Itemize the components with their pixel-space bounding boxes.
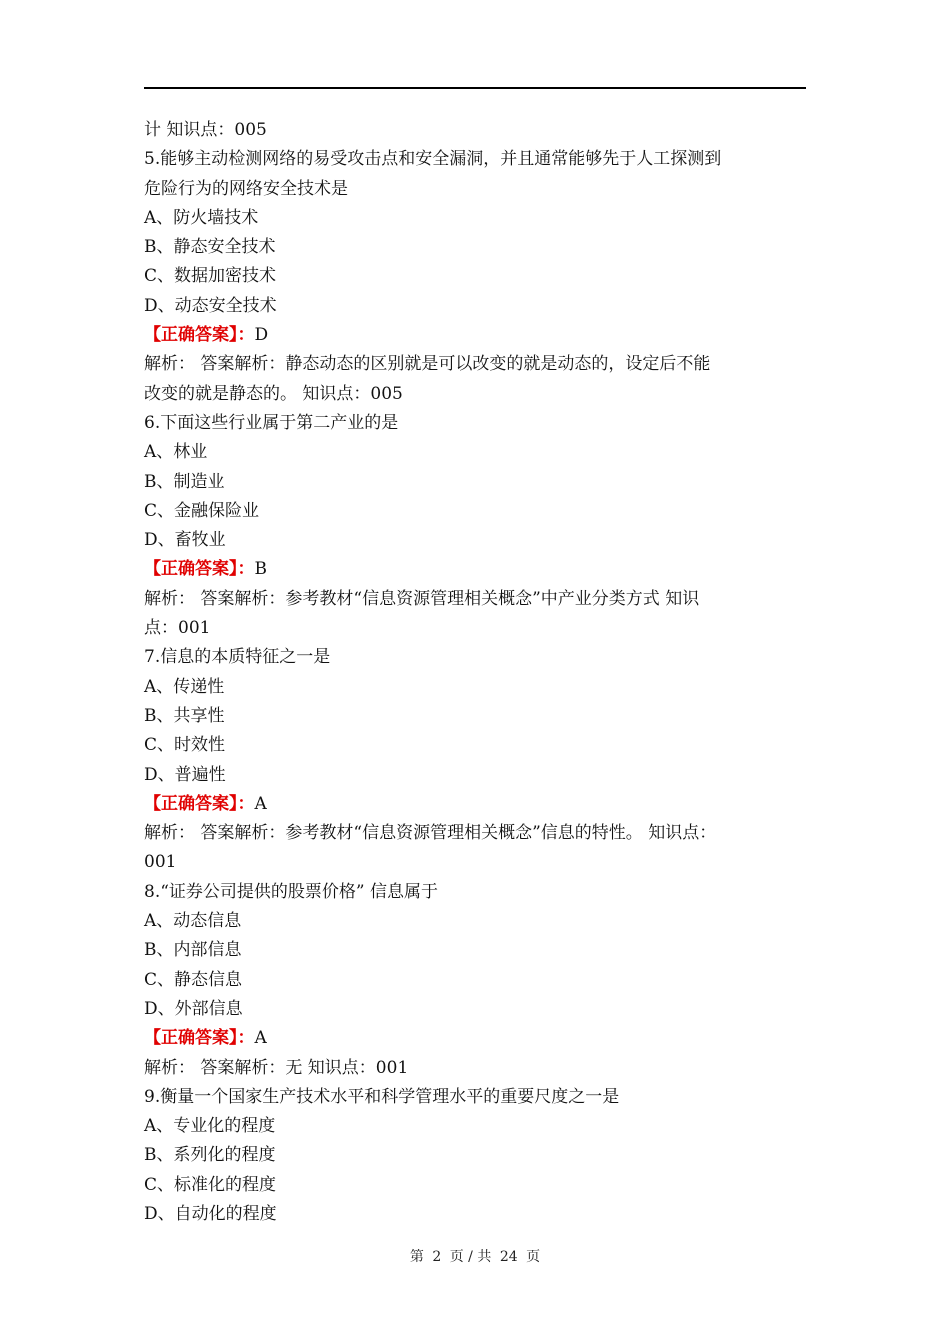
option-c: C、金融保险业 <box>144 500 260 521</box>
question-5: 5.能够主动检测网络的易受攻击点和安全漏洞，并且通常能够先于人工探测到 <box>144 149 722 170</box>
text-line: 点：001 <box>144 618 211 639</box>
option-d: D、外部信息 <box>144 998 243 1019</box>
option-d: D、畜牧业 <box>144 530 226 551</box>
page-footer <box>0 1246 950 1266</box>
option-b: B、内部信息 <box>144 940 242 961</box>
option-d: D、普遍性 <box>144 764 226 785</box>
option-d: D、自动化的程度 <box>144 1203 277 1224</box>
explanation: 解析： 答案解析：无 知识点：001 <box>144 1057 409 1078</box>
explanation: 解析： 答案解析：参考教材“信息资源管理相关概念”中产业分类方式 知识 <box>144 588 700 609</box>
option-c: C、标准化的程度 <box>144 1174 277 1195</box>
option-c: C、时效性 <box>144 735 226 756</box>
answer-label: 【正确答案】： <box>144 1028 255 1049</box>
answer-line-6 <box>144 555 816 584</box>
option-b: B、共享性 <box>144 705 225 726</box>
text-line: 001 <box>144 852 177 873</box>
answer-line-7 <box>144 790 816 819</box>
option-d: D、动态安全技术 <box>144 295 277 316</box>
header-rule <box>144 87 806 89</box>
option-b: B、制造业 <box>144 471 225 492</box>
question-6: 6.下面这些行业属于第二产业的是 <box>144 412 399 433</box>
answer-value: D <box>254 325 269 346</box>
explanation: 解析： 答案解析：参考教材“信息资源管理相关概念”信息的特性。 知识点： <box>144 823 717 844</box>
answer-value: A <box>254 793 267 814</box>
text-line: 改变的就是静态的。 知识点：005 <box>144 383 403 404</box>
option-a: A、林业 <box>144 442 208 463</box>
answer-line-8 <box>144 1024 816 1053</box>
text-line: 计 知识点：005 <box>144 120 267 140</box>
footer-prefix: 第 <box>409 1249 424 1265</box>
answer-label: 【正确答案】： <box>144 559 255 580</box>
page-total: 24 <box>499 1249 518 1265</box>
answer-label: 【正确答案】： <box>144 793 255 814</box>
option-a: A、专业化的程度 <box>144 1116 276 1137</box>
option-b: B、系列化的程度 <box>144 1145 276 1166</box>
footer-mid: 页 / 共 <box>449 1249 492 1265</box>
question-9: 9.衡量一个国家生产技术水平和科学管理水平的重要尺度之一是 <box>144 1086 620 1107</box>
question-7: 7.信息的本质特征之一是 <box>144 647 331 668</box>
option-c: C、静态信息 <box>144 969 243 990</box>
option-c: C、数据加密技术 <box>144 266 277 287</box>
answer-value: A <box>254 1028 267 1049</box>
option-a: A、动态信息 <box>144 911 242 932</box>
document-body <box>144 116 816 1229</box>
option-a: A、传递性 <box>144 676 225 697</box>
question-8: 8.“证券公司提供的股票价格” 信息属于 <box>144 881 439 902</box>
answer-value: B <box>254 559 267 580</box>
option-b: B、静态安全技术 <box>144 237 276 258</box>
page-number: 2 <box>432 1249 442 1265</box>
explanation: 解析： 答案解析：静态动态的区别就是可以改变的就是动态的，设定后不能 <box>144 354 711 375</box>
answer-line-5 <box>144 321 816 350</box>
footer-suffix: 页 <box>526 1249 541 1265</box>
option-a: A、防火墙技术 <box>144 207 259 228</box>
text-line: 危险行为的网络安全技术是 <box>144 178 348 199</box>
answer-label: 【正确答案】： <box>144 325 255 346</box>
